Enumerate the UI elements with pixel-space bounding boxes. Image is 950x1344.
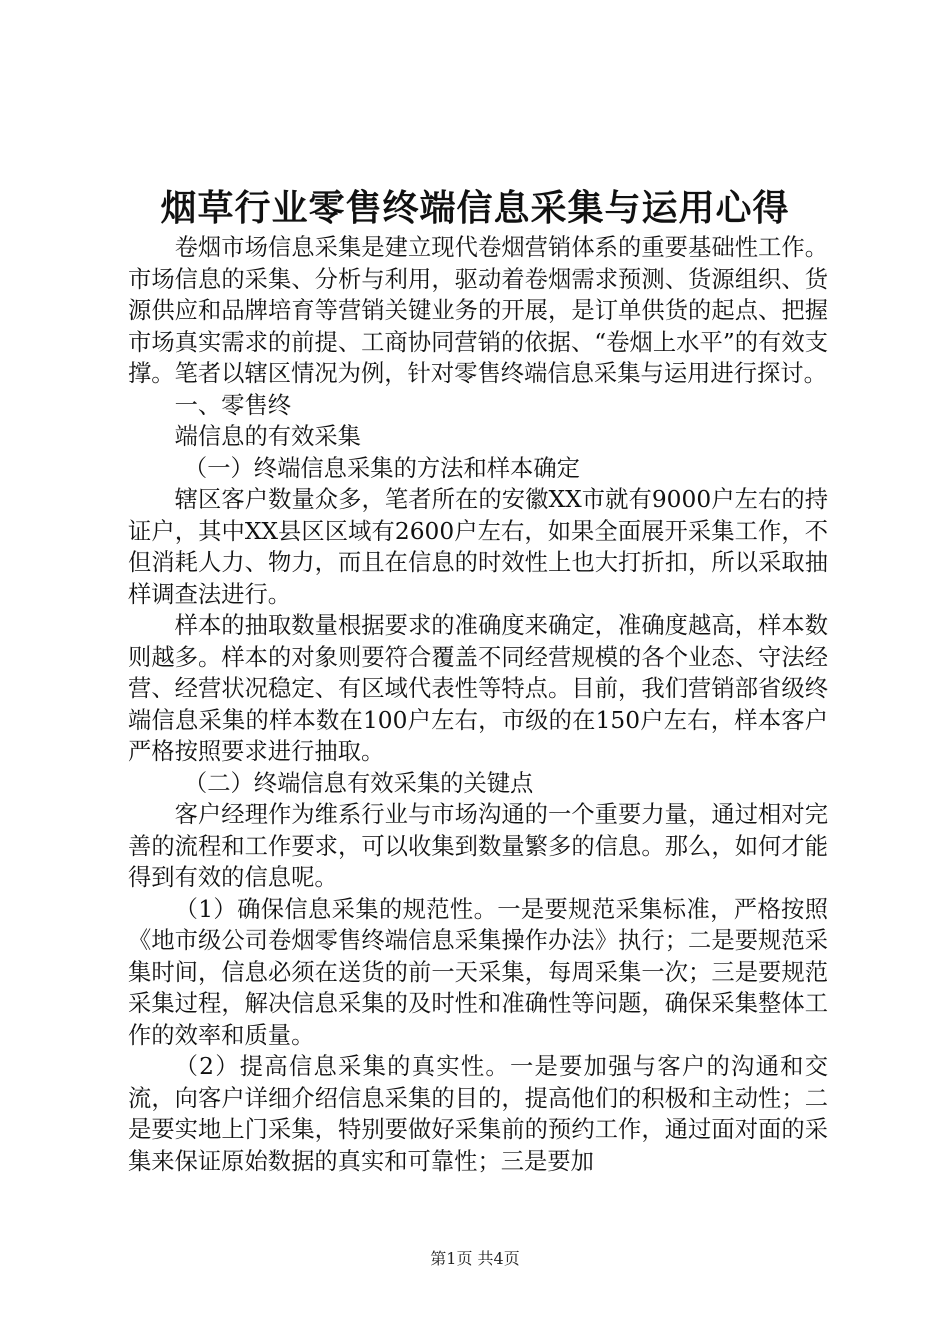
paragraph-samples: 样本的抽取数量根据要求的准确度来确定，准确度越高，样本数则越多。样本的对象则要符合覆盖不同经营规模的各个业态、守法经营、经营状况稳定、有区域代表性等特点。目前，我们营销部省级终端信息采集的样本数在100户左右，市级的在150户左右，样本客户严格按照要求进行抽取。 xyxy=(128,612,828,765)
paragraph-intro: 卷烟市场信息采集是建立现代卷烟营销体系的重要基础性工作。市场信息的采集、分析与利用，驱动着卷烟需求预测、货源组织、货源供应和品牌培育等营销关键业务的开展，是订单供货的起点、把握市场真实需求的前提、工商协同营销的依据、“卷烟上水平”的有效支撑。笔者以辖区情况为例，针对零售终端信息采集与运用进行探讨。 xyxy=(128,234,828,387)
section-heading-part1: 一、零售终 xyxy=(174,391,292,419)
document-title: 烟草行业零售终端信息采集与运用心得 xyxy=(160,187,790,229)
document-body xyxy=(128,232,828,1177)
paragraph-point-1: （1）确保信息采集的规范性。一是要规范采集标准，严格按照《地市级公司卷烟零售终端信息采集操作办法》执行；二是要规范采集时间，信息必须在送货的前一天采集，每周采集一次；三是要规范采集过程，解决信息采集的及时性和准确性等问题，确保采集整体工作的效率和质量。 xyxy=(128,895,828,1049)
section-heading-part2: 端信息的有效采集 xyxy=(174,423,361,450)
subsection-heading-2: （二）终端信息有效采集的关键点 xyxy=(183,769,534,797)
paragraph-point-2: （2）提高信息采集的真实性。一是要加强与客户的沟通和交流，向客户详细介绍信息采集的目的，提高他们的积极和主动性；二是要实地上门采集，特别要做好采集前的预约工作，通过面对面的采集来保证原始数据的真实和可靠性；三是要加 xyxy=(128,1053,828,1175)
paragraph-customers: 辖区客户数量众多，笔者所在的安徽XX市就有9000户左右的持证户，其中XX县区区域有2600户左右，如果全面展开采集工作，不但消耗人力、物力，而且在信息的时效性上也大打折扣，所以采取抽样调查法进行。 xyxy=(128,486,828,608)
subsection-heading-1: （一）终端信息采集的方法和样本确定 xyxy=(183,454,580,482)
paragraph-account-manager: 客户经理作为维系行业与市场沟通的一个重要力量，通过相对完善的流程和工作要求，可以收集到数量繁多的信息。那么，如何才能得到有效的信息呢。 xyxy=(128,801,828,891)
page-footer: 第1页 共4页 xyxy=(430,1249,520,1268)
